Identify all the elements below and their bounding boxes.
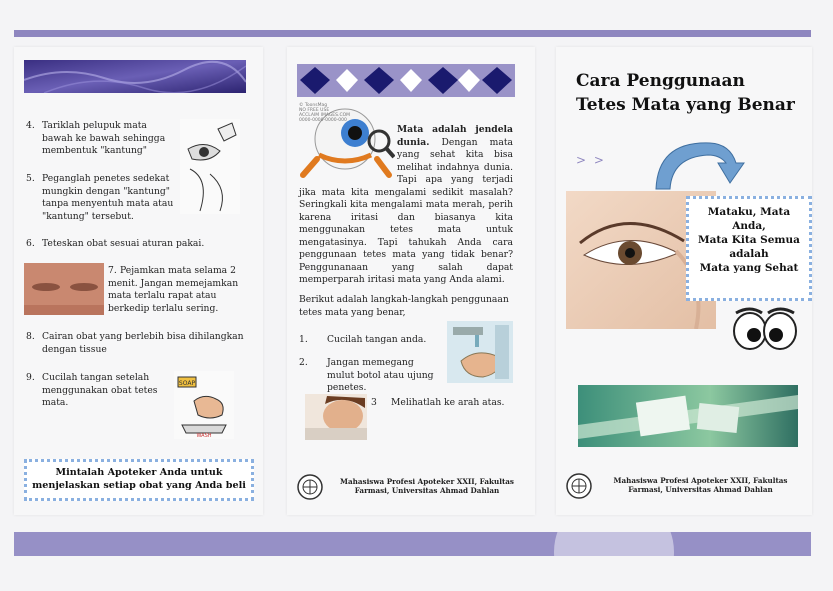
intro-float-spacer bbox=[299, 124, 397, 186]
slogan-text bbox=[689, 199, 809, 275]
soap-sign-text: SOAP bbox=[178, 380, 196, 387]
step-2-number: 2. bbox=[299, 357, 308, 368]
title-line-1: Cara Penggunaan bbox=[576, 71, 745, 91]
steps-intro-text: Berikut adalah langkah-langkah penggunaan tetes mata yang benar, bbox=[299, 294, 509, 318]
step-9-number: 9. bbox=[26, 372, 35, 383]
step-4-text: Tariklah pelupuk mata bawah ke bawah sehingga membentuk "kantung" bbox=[42, 120, 166, 156]
step-8-text: Cairan obat yang berlebih bisa dihilangkan dengan tissue bbox=[42, 331, 244, 355]
step-6-number: 6. bbox=[26, 238, 35, 249]
step-5-text: Peganglah penetes sedekat mungkin dengan "kantung" tanpa menyentuh mata atau "kantung" tersebut. bbox=[42, 173, 174, 222]
watermark-line-3: ACCLAIM IMAGES.COM bbox=[299, 113, 351, 118]
abstract-green-banner bbox=[578, 385, 798, 447]
right-footer-text: Mahasiswa Profesi Apoteker XXII, Fakultas Farmasi, Universitas Ahmad Dahlan bbox=[613, 476, 788, 494]
eye-drop-illustration-icon bbox=[180, 119, 240, 214]
university-seal-icon-right bbox=[566, 473, 592, 499]
faucet-hands-illustration-icon bbox=[447, 321, 513, 383]
ask-pharmacist-note bbox=[24, 459, 254, 501]
step-2-text: Jangan memegang mulut botol atau ujung penetes. bbox=[327, 357, 434, 393]
intro-body-text: Dengan mata yang sehat kita bisa melihat indahnya dunia. Tapi apa yang terjadi jika mata kita mengalami sedikit masalah? Seringkali kita mengalami mata merah, perih karena iritasi dan biasanya kita menggunakan tetes mata untuk mengatasinya. Tapi tahukah Anda cara penggunaan tetes mata yang tidak benar? Penggunanaan yang salah dapat memperparah iritasi mata yang Anda alami. bbox=[299, 136, 514, 285]
bottom-decorative-bar bbox=[14, 532, 811, 556]
step-6-text: Teteskan obat sesuai aturan pakai. bbox=[42, 238, 205, 249]
title-line-2: Tetes Mata yang Benar bbox=[576, 95, 795, 115]
university-seal-icon bbox=[297, 474, 323, 500]
step-7-text: Pejamkan mata selama 2 menit. Jangan memejamkan mata terlalu rapat atau berkedip terlalu sering. bbox=[108, 265, 239, 314]
closed-eye-photo-icon bbox=[24, 263, 104, 315]
step-1-text: Cucilah tangan anda. bbox=[327, 334, 427, 345]
wash-basin-text: WASH bbox=[196, 433, 212, 439]
slogan-line-3: Mata Kita Semua bbox=[698, 234, 800, 246]
cartoon-watermark bbox=[299, 103, 350, 123]
slogan-line-4: adalah bbox=[729, 248, 769, 260]
watermark-line-1: © ToonsMag bbox=[299, 103, 328, 108]
brochure-title bbox=[576, 69, 806, 117]
bottom-bar-bubble bbox=[554, 532, 674, 556]
middle-panel bbox=[287, 47, 535, 515]
intro-bold-text: Mata adalah jendela dunia. bbox=[397, 124, 513, 148]
slogan-line-2: Anda, bbox=[732, 220, 766, 232]
ask-pharmacist-text: Mintalah Apoteker Anda untuk menjelaskan setiap obat yang Anda beli bbox=[32, 467, 246, 491]
watermark-line-4: 0000-0000-0000-000 bbox=[299, 118, 347, 123]
hand-washing-illustration-icon bbox=[174, 371, 234, 439]
curved-arrow-icon bbox=[648, 135, 748, 191]
step-3-text: Melihatlah ke arah atas. bbox=[391, 397, 505, 408]
purple-texture-banner bbox=[24, 60, 246, 93]
step-9-text: Cucilah tangan setelah menggunakan obat tetes mata. bbox=[42, 372, 158, 408]
intro-paragraph bbox=[299, 124, 513, 287]
step-8-number: 8. bbox=[26, 331, 35, 342]
right-panel bbox=[556, 47, 812, 515]
woman-looking-up-photo-icon bbox=[305, 394, 367, 440]
slogan-line-1: Mataku, Mata bbox=[707, 206, 791, 218]
cartoon-eyes-icon bbox=[730, 305, 800, 357]
slogan-line-5: Mata yang Sehat bbox=[699, 262, 799, 274]
step-3-number: 3 bbox=[371, 397, 377, 408]
step-7-number: 7. bbox=[108, 265, 117, 276]
top-decorative-bar bbox=[14, 30, 811, 37]
step-5-number: 5. bbox=[26, 173, 35, 184]
step-4-number: 4. bbox=[26, 120, 35, 131]
step-1-number: 1. bbox=[299, 334, 308, 345]
diamond-pattern-banner bbox=[297, 64, 515, 97]
middle-footer-text: Mahasiswa Profesi Apoteker XXII, Fakultas Farmasi, Universitas Ahmad Dahlan bbox=[340, 477, 514, 495]
decorative-arrows: > > bbox=[576, 153, 606, 167]
watermark-line-2: NO FREE USE bbox=[299, 108, 330, 113]
healthy-eyes-slogan-box bbox=[686, 196, 812, 301]
left-panel bbox=[14, 47, 263, 515]
